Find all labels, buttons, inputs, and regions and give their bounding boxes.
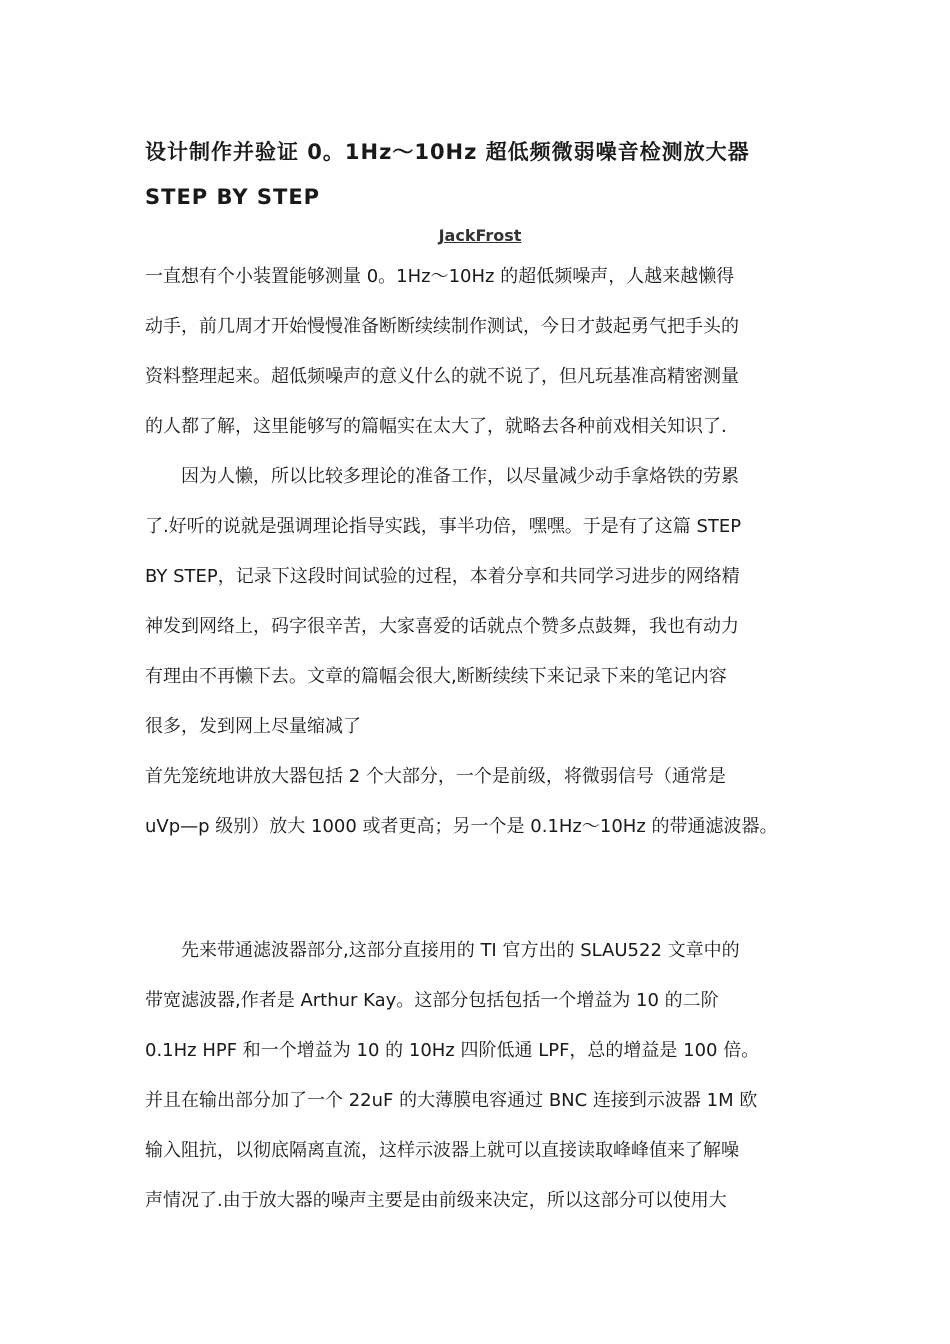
document-title-line-2: STEP BY STEP xyxy=(145,185,321,209)
paragraph-line: 资料整理起来。超低频噪声的意义什么的就不说了，但凡玩基准高精密测量 xyxy=(145,366,739,387)
paragraph-line: 声情况了.由于放大器的噪声主要是由前级来决定，所以这部分可以使用大 xyxy=(145,1190,727,1211)
paragraph-line: 动手，前几周才开始慢慢准备断断续续制作测试，今日才鼓起勇气把手头的 xyxy=(145,316,739,337)
paragraph-line: 很多，发到网上尽量缩减了 xyxy=(145,716,361,737)
paragraph-line: 输入阻抗，以彻底隔离直流，这样示波器上就可以直接读取峰峰值来了解噪 xyxy=(145,1140,739,1161)
paragraph-line: 带宽滤波器,作者是 Arthur Kay。这部分包括包括一个增益为 10 的二阶 xyxy=(145,990,719,1011)
paragraph-line: 先来带通滤波器部分,这部分直接用的 TI 官方出的 SLAU522 文章中的 xyxy=(145,940,740,961)
author-name: JackFrost xyxy=(438,226,522,245)
paragraph-line: uVp—p 级别）放大 1000 或者更高；另一个是 0.1Hz～10Hz 的带通滤波器。 xyxy=(145,816,778,837)
paragraph-line: BY STEP，记录下这段时间试验的过程，本着分享和共同学习进步的网络精 xyxy=(145,566,740,587)
paragraph-line: 首先笼统地讲放大器包括 2 个大部分，一个是前级，将微弱信号（通常是 xyxy=(145,766,726,787)
paragraph-line: 0.1Hz HPF 和一个增益为 10 的 10Hz 四阶低通 LPF，总的增益是 100 倍。 xyxy=(145,1040,760,1061)
paragraph-line: 并且在输出部分加了一个 22uF 的大薄膜电容通过 BNC 连接到示波器 1M 欧 xyxy=(145,1090,758,1111)
paragraph-line: 了.好听的说就是强调理论指导实践，事半功倍，嘿嘿。于是有了这篇 STEP xyxy=(145,516,742,537)
paragraph-line: 的人都了解，这里能够写的篇幅实在太大了，就略去各种前戏相关知识了. xyxy=(145,416,727,437)
paragraph-line: 因为人懒，所以比较多理论的准备工作，以尽量减少动手拿烙铁的劳累 xyxy=(145,466,739,487)
paragraph-line: 神发到网络上，码字很辛苦，大家喜爱的话就点个赞多点鼓舞，我也有动力 xyxy=(145,616,739,637)
document-title-line-1: 设计制作并验证 0。1Hz～10Hz 超低频微弱噪音检测放大器 xyxy=(145,140,750,164)
paragraph-line: 有理由不再懒下去。文章的篇幅会很大,断断续续下来记录下来的笔记内容 xyxy=(145,666,727,687)
paragraph-line: 一直想有个小装置能够测量 0。1Hz～10Hz 的超低频噪声，人越来越懒得 xyxy=(145,266,735,287)
